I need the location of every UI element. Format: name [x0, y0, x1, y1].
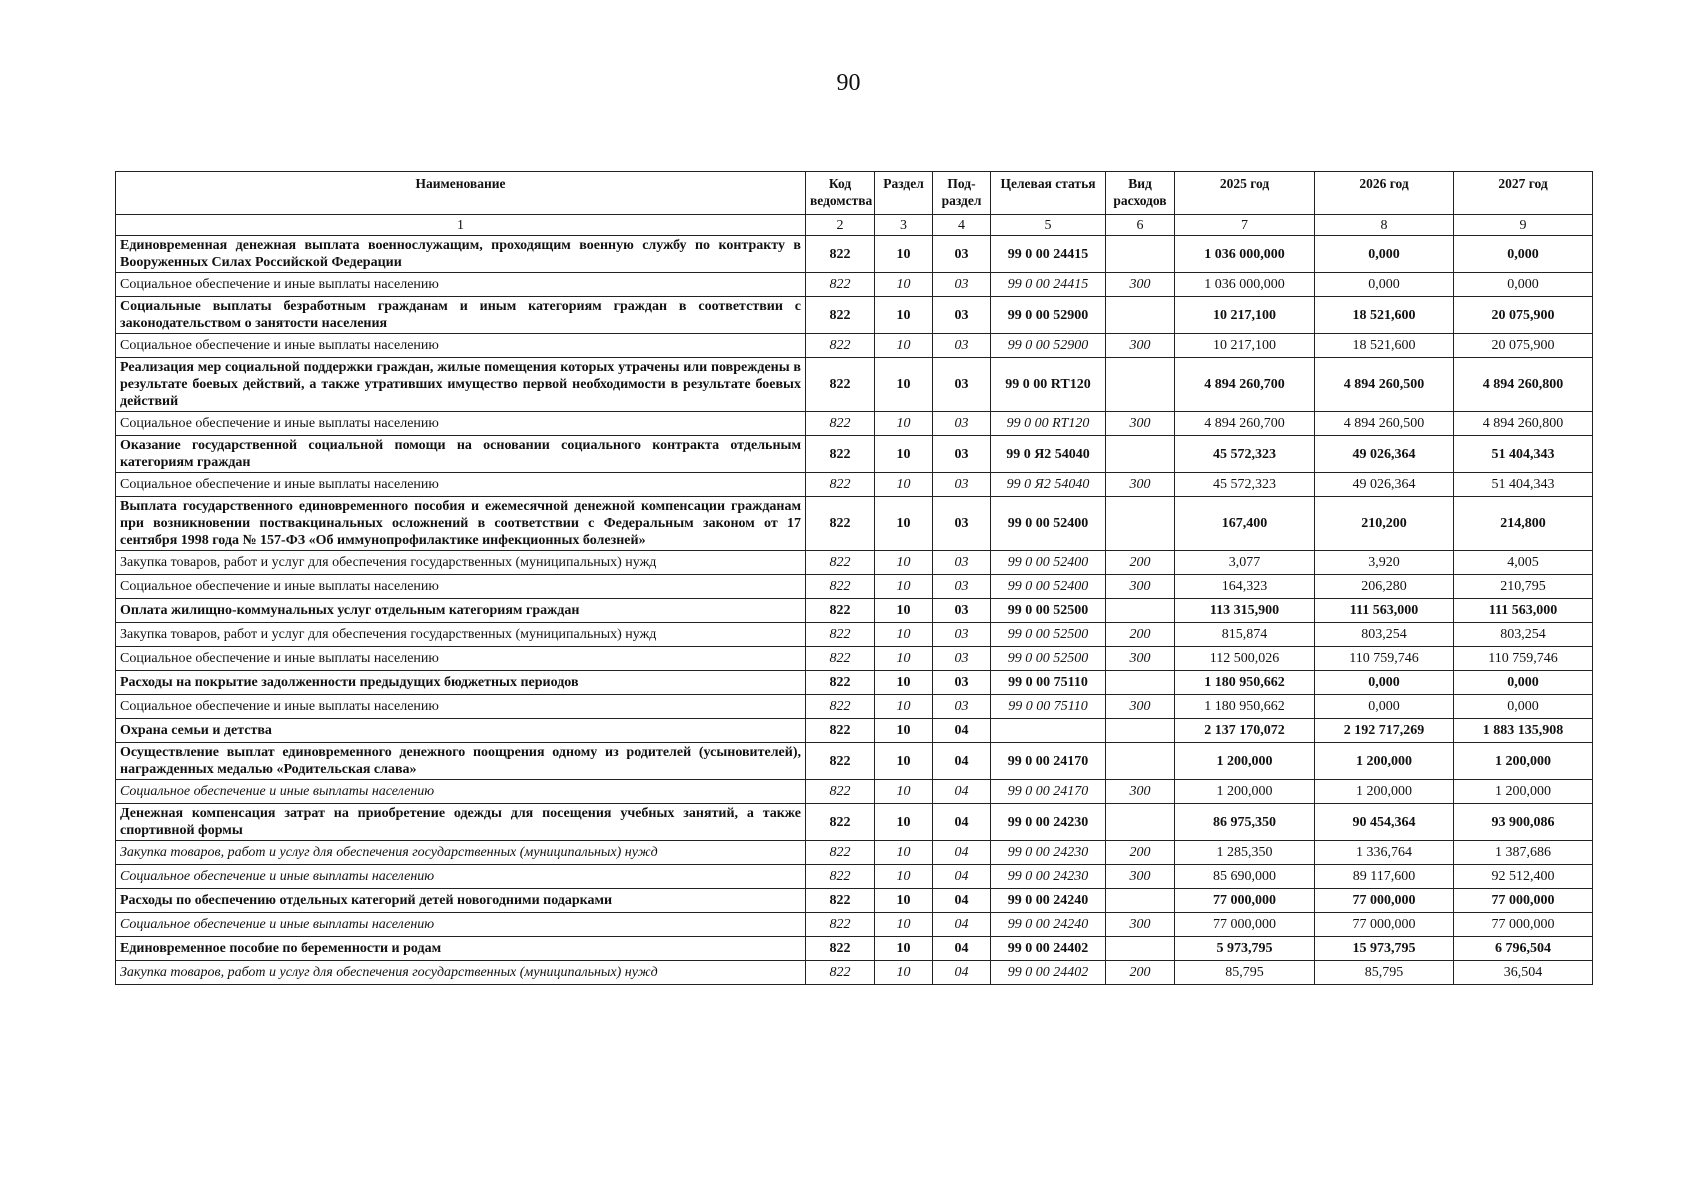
row-name: Денежная компенсация затрат на приобретение одежды для посещения учебных занятий, а также спортивной формы: [116, 804, 806, 841]
row-amount-2025: 1 180 950,662: [1175, 671, 1315, 695]
row-subsection: 04: [933, 961, 991, 985]
row-amount-2026: 15 973,795: [1315, 937, 1454, 961]
row-section: 10: [875, 780, 933, 804]
row-expense-type: [1106, 671, 1175, 695]
table-row: [116, 647, 1593, 671]
row-section: 10: [875, 412, 933, 436]
column-number: 6: [1106, 215, 1175, 236]
row-expense-type: [1106, 937, 1175, 961]
row-expense-type: [1106, 436, 1175, 473]
row-section: 10: [875, 961, 933, 985]
row-amount-2025: 112 500,026: [1175, 647, 1315, 671]
row-expense-type: 300: [1106, 695, 1175, 719]
row-expense-type: [1106, 743, 1175, 780]
row-name: Реализация мер социальной поддержки граждан, жилые помещения которых утрачены или повреждены в результате боевых действий, а также утративших имущество первой необходимости в результате боевых действий: [116, 358, 806, 412]
row-expense-type: [1106, 236, 1175, 273]
row-ministry-code: 822: [806, 841, 875, 865]
row-section: 10: [875, 804, 933, 841]
row-target: 99 0 00 52500: [991, 623, 1106, 647]
row-amount-2025: 45 572,323: [1175, 473, 1315, 497]
row-expense-type: 200: [1106, 551, 1175, 575]
row-expense-type: [1106, 358, 1175, 412]
row-amount-2026: 85,795: [1315, 961, 1454, 985]
row-name: Социальное обеспечение и иные выплаты населению: [116, 865, 806, 889]
row-expense-type: 200: [1106, 961, 1175, 985]
row-subsection: 03: [933, 334, 991, 358]
row-section: 10: [875, 236, 933, 273]
column-numbers-row: [116, 215, 1593, 236]
row-amount-2026: 110 759,746: [1315, 647, 1454, 671]
table-row: [116, 473, 1593, 497]
row-name: Закупка товаров, работ и услуг для обеспечения государственных (муниципальных) нужд: [116, 623, 806, 647]
row-name: Социальное обеспечение и иные выплаты населению: [116, 575, 806, 599]
row-subsection: 03: [933, 599, 991, 623]
row-amount-2025: 1 036 000,000: [1175, 273, 1315, 297]
row-name: Оказание государственной социальной помощи на основании социального контракта отдельным категориям граждан: [116, 436, 806, 473]
table-row: [116, 780, 1593, 804]
row-name: Единовременная денежная выплата военнослужащим, проходящим военную службу по контракту в Вооруженных Силах Российской Федерации: [116, 236, 806, 273]
row-amount-2027: 110 759,746: [1454, 647, 1593, 671]
row-ministry-code: 822: [806, 695, 875, 719]
header-target: Целевая статья: [991, 172, 1106, 215]
row-amount-2027: 0,000: [1454, 671, 1593, 695]
table-row: [116, 865, 1593, 889]
table-row: [116, 551, 1593, 575]
row-amount-2025: 2 137 170,072: [1175, 719, 1315, 743]
row-ministry-code: 822: [806, 671, 875, 695]
row-name: Социальное обеспечение и иные выплаты населению: [116, 412, 806, 436]
row-expense-type: [1106, 599, 1175, 623]
row-section: 10: [875, 334, 933, 358]
row-amount-2025: 85,795: [1175, 961, 1315, 985]
row-expense-type: [1106, 719, 1175, 743]
row-name: Социальное обеспечение и иные выплаты населению: [116, 647, 806, 671]
row-section: 10: [875, 647, 933, 671]
row-target: 99 0 00 24170: [991, 780, 1106, 804]
row-target: 99 0 00 24230: [991, 804, 1106, 841]
row-amount-2027: 210,795: [1454, 575, 1593, 599]
row-section: 10: [875, 551, 933, 575]
row-name: Социальное обеспечение и иные выплаты населению: [116, 473, 806, 497]
row-section: 10: [875, 497, 933, 551]
table-body: [116, 236, 1593, 985]
row-section: 10: [875, 273, 933, 297]
row-subsection: 03: [933, 575, 991, 599]
row-ministry-code: 822: [806, 273, 875, 297]
row-target: 99 0 00 52500: [991, 647, 1106, 671]
header-subsection: Под-раздел: [933, 172, 991, 215]
header-section: Раздел: [875, 172, 933, 215]
row-amount-2027: 4 894 260,800: [1454, 358, 1593, 412]
column-number: 1: [116, 215, 806, 236]
row-amount-2026: 210,200: [1315, 497, 1454, 551]
row-subsection: 03: [933, 436, 991, 473]
header-2026: 2026 год: [1315, 172, 1454, 215]
row-amount-2026: 49 026,364: [1315, 473, 1454, 497]
row-ministry-code: 822: [806, 551, 875, 575]
row-amount-2026: 77 000,000: [1315, 889, 1454, 913]
row-amount-2026: 1 200,000: [1315, 780, 1454, 804]
row-name: Социальные выплаты безработным гражданам и иным категориям граждан в соответствии с законодательством о занятости населения: [116, 297, 806, 334]
row-target: 99 0 00 24415: [991, 236, 1106, 273]
row-amount-2026: 0,000: [1315, 273, 1454, 297]
row-ministry-code: 822: [806, 743, 875, 780]
table-row: [116, 273, 1593, 297]
row-expense-type: 200: [1106, 841, 1175, 865]
row-expense-type: 300: [1106, 473, 1175, 497]
row-name: Закупка товаров, работ и услуг для обеспечения государственных (муниципальных) нужд: [116, 961, 806, 985]
row-amount-2025: 815,874: [1175, 623, 1315, 647]
row-target: 99 0 00 52400: [991, 551, 1106, 575]
row-ministry-code: 822: [806, 937, 875, 961]
row-ministry-code: 822: [806, 780, 875, 804]
row-target: 99 0 00 RT120: [991, 358, 1106, 412]
header-ministry-code: Код ведомства: [806, 172, 875, 215]
table-row: [116, 671, 1593, 695]
column-number: 5: [991, 215, 1106, 236]
row-subsection: 04: [933, 865, 991, 889]
row-expense-type: [1106, 297, 1175, 334]
row-amount-2027: 36,504: [1454, 961, 1593, 985]
row-amount-2027: 1 200,000: [1454, 743, 1593, 780]
row-target: 99 0 Я2 54040: [991, 473, 1106, 497]
table-row: [116, 599, 1593, 623]
row-ministry-code: 822: [806, 865, 875, 889]
row-subsection: 04: [933, 719, 991, 743]
table-row: [116, 961, 1593, 985]
row-section: 10: [875, 889, 933, 913]
row-amount-2027: 20 075,900: [1454, 334, 1593, 358]
row-target: 99 0 00 RT120: [991, 412, 1106, 436]
row-expense-type: 200: [1106, 623, 1175, 647]
row-target: 99 0 00 52400: [991, 575, 1106, 599]
row-amount-2026: 49 026,364: [1315, 436, 1454, 473]
row-amount-2025: 10 217,100: [1175, 334, 1315, 358]
row-amount-2026: 18 521,600: [1315, 334, 1454, 358]
row-amount-2026: 0,000: [1315, 236, 1454, 273]
column-number: 7: [1175, 215, 1315, 236]
row-section: 10: [875, 913, 933, 937]
row-expense-type: 300: [1106, 412, 1175, 436]
row-amount-2025: 113 315,900: [1175, 599, 1315, 623]
row-subsection: 04: [933, 804, 991, 841]
row-section: 10: [875, 719, 933, 743]
row-amount-2027: 803,254: [1454, 623, 1593, 647]
row-amount-2025: 164,323: [1175, 575, 1315, 599]
row-target: 99 0 00 75110: [991, 695, 1106, 719]
row-amount-2026: 90 454,364: [1315, 804, 1454, 841]
row-target: [991, 719, 1106, 743]
row-subsection: 03: [933, 551, 991, 575]
row-subsection: 03: [933, 412, 991, 436]
row-name: Социальное обеспечение и иные выплаты населению: [116, 334, 806, 358]
row-name: Расходы по обеспечению отдельных категорий детей новогодними подарками: [116, 889, 806, 913]
row-section: 10: [875, 297, 933, 334]
row-ministry-code: 822: [806, 623, 875, 647]
row-expense-type: 300: [1106, 780, 1175, 804]
row-amount-2026: 1 336,764: [1315, 841, 1454, 865]
row-subsection: 03: [933, 236, 991, 273]
row-target: 99 0 00 24402: [991, 937, 1106, 961]
row-name: Закупка товаров, работ и услуг для обеспечения государственных (муниципальных) нужд: [116, 841, 806, 865]
row-name: Расходы на покрытие задолженности предыдущих бюджетных периодов: [116, 671, 806, 695]
row-ministry-code: 822: [806, 412, 875, 436]
row-section: 10: [875, 623, 933, 647]
row-amount-2025: 45 572,323: [1175, 436, 1315, 473]
row-amount-2027: 77 000,000: [1454, 913, 1593, 937]
row-amount-2025: 1 036 000,000: [1175, 236, 1315, 273]
row-ministry-code: 822: [806, 358, 875, 412]
row-amount-2025: 1 285,350: [1175, 841, 1315, 865]
row-target: 99 0 Я2 54040: [991, 436, 1106, 473]
row-name: Социальное обеспечение и иные выплаты населению: [116, 780, 806, 804]
row-amount-2027: 77 000,000: [1454, 889, 1593, 913]
row-amount-2027: 1 883 135,908: [1454, 719, 1593, 743]
row-subsection: 03: [933, 647, 991, 671]
row-ministry-code: 822: [806, 913, 875, 937]
table-row: [116, 719, 1593, 743]
row-amount-2026: 1 200,000: [1315, 743, 1454, 780]
row-amount-2025: 77 000,000: [1175, 913, 1315, 937]
row-subsection: 03: [933, 358, 991, 412]
row-target: 99 0 00 24402: [991, 961, 1106, 985]
row-target: 99 0 00 24240: [991, 913, 1106, 937]
table-row: [116, 743, 1593, 780]
row-amount-2025: 77 000,000: [1175, 889, 1315, 913]
row-amount-2025: 3,077: [1175, 551, 1315, 575]
row-section: 10: [875, 841, 933, 865]
row-amount-2027: 214,800: [1454, 497, 1593, 551]
row-target: 99 0 00 24240: [991, 889, 1106, 913]
row-subsection: 04: [933, 780, 991, 804]
row-name: Охрана семьи и детства: [116, 719, 806, 743]
row-amount-2027: 0,000: [1454, 695, 1593, 719]
row-expense-type: 300: [1106, 575, 1175, 599]
row-ministry-code: 822: [806, 334, 875, 358]
header-name: Наименование: [116, 172, 806, 215]
row-expense-type: [1106, 497, 1175, 551]
header-2027: 2027 год: [1454, 172, 1593, 215]
row-ministry-code: 822: [806, 236, 875, 273]
table-row: [116, 889, 1593, 913]
row-expense-type: 300: [1106, 273, 1175, 297]
row-ministry-code: 822: [806, 719, 875, 743]
row-subsection: 04: [933, 937, 991, 961]
row-amount-2025: 86 975,350: [1175, 804, 1315, 841]
row-amount-2025: 1 180 950,662: [1175, 695, 1315, 719]
row-section: 10: [875, 358, 933, 412]
table-row: [116, 412, 1593, 436]
row-section: 10: [875, 695, 933, 719]
table-row: [116, 334, 1593, 358]
table-row: [116, 497, 1593, 551]
row-ministry-code: 822: [806, 647, 875, 671]
column-number: 3: [875, 215, 933, 236]
row-section: 10: [875, 937, 933, 961]
row-amount-2026: 89 117,600: [1315, 865, 1454, 889]
row-target: 99 0 00 75110: [991, 671, 1106, 695]
table-row: [116, 297, 1593, 334]
table-row: [116, 575, 1593, 599]
row-ministry-code: 822: [806, 497, 875, 551]
row-ministry-code: 822: [806, 575, 875, 599]
row-ministry-code: 822: [806, 473, 875, 497]
budget-table: [115, 171, 1593, 985]
table-row: [116, 804, 1593, 841]
row-subsection: 03: [933, 473, 991, 497]
row-amount-2026: 0,000: [1315, 671, 1454, 695]
row-amount-2026: 77 000,000: [1315, 913, 1454, 937]
row-ministry-code: 822: [806, 436, 875, 473]
table-row: [116, 937, 1593, 961]
row-target: 99 0 00 24415: [991, 273, 1106, 297]
row-expense-type: [1106, 889, 1175, 913]
row-name: Выплата государственного единовременного пособия и ежемесячной денежной компенсации гражданам при возникновении поствакцинальных осложнений в соответствии с Федеральным законом от 17 сентября 1998 года № 157-ФЗ «Об иммунопрофилактике инфекционных болезней»: [116, 497, 806, 551]
row-expense-type: 300: [1106, 865, 1175, 889]
table-row: [116, 358, 1593, 412]
row-subsection: 03: [933, 623, 991, 647]
row-amount-2025: 85 690,000: [1175, 865, 1315, 889]
row-subsection: 04: [933, 841, 991, 865]
row-ministry-code: 822: [806, 961, 875, 985]
row-amount-2027: 0,000: [1454, 236, 1593, 273]
row-amount-2026: 206,280: [1315, 575, 1454, 599]
row-subsection: 03: [933, 297, 991, 334]
row-name: Осуществление выплат единовременного денежного поощрения одному из родителей (усыновителей), награжденных медалью «Родительская слава»: [116, 743, 806, 780]
column-number: 2: [806, 215, 875, 236]
row-amount-2026: 18 521,600: [1315, 297, 1454, 334]
row-name: Оплата жилищно-коммунальных услуг отдельным категориям граждан: [116, 599, 806, 623]
row-subsection: 03: [933, 671, 991, 695]
row-amount-2027: 4 894 260,800: [1454, 412, 1593, 436]
row-amount-2026: 111 563,000: [1315, 599, 1454, 623]
header-row: [116, 172, 1593, 215]
row-amount-2027: 111 563,000: [1454, 599, 1593, 623]
row-amount-2027: 6 796,504: [1454, 937, 1593, 961]
row-ministry-code: 822: [806, 297, 875, 334]
table-row: [116, 436, 1593, 473]
row-amount-2026: 803,254: [1315, 623, 1454, 647]
row-ministry-code: 822: [806, 804, 875, 841]
row-amount-2026: 3,920: [1315, 551, 1454, 575]
row-subsection: 03: [933, 497, 991, 551]
row-amount-2025: 5 973,795: [1175, 937, 1315, 961]
row-section: 10: [875, 575, 933, 599]
row-target: 99 0 00 24230: [991, 865, 1106, 889]
table-row: [116, 695, 1593, 719]
row-expense-type: 300: [1106, 334, 1175, 358]
row-name: Единовременное пособие по беременности и родам: [116, 937, 806, 961]
header-2025: 2025 год: [1175, 172, 1315, 215]
row-amount-2027: 20 075,900: [1454, 297, 1593, 334]
row-amount-2025: 10 217,100: [1175, 297, 1315, 334]
row-expense-type: 300: [1106, 913, 1175, 937]
row-amount-2027: 1 387,686: [1454, 841, 1593, 865]
row-target: 99 0 00 52900: [991, 297, 1106, 334]
row-target: 99 0 00 24230: [991, 841, 1106, 865]
row-amount-2027: 51 404,343: [1454, 436, 1593, 473]
row-target: 99 0 00 52900: [991, 334, 1106, 358]
row-subsection: 04: [933, 889, 991, 913]
row-amount-2027: 92 512,400: [1454, 865, 1593, 889]
table-row: [116, 236, 1593, 273]
table-row: [116, 913, 1593, 937]
header-expense-type: Вид расходов: [1106, 172, 1175, 215]
row-subsection: 04: [933, 913, 991, 937]
row-amount-2026: 4 894 260,500: [1315, 412, 1454, 436]
page-number: 90: [836, 70, 861, 96]
column-number: 9: [1454, 215, 1593, 236]
row-target: 99 0 00 52400: [991, 497, 1106, 551]
row-amount-2026: 4 894 260,500: [1315, 358, 1454, 412]
row-ministry-code: 822: [806, 599, 875, 623]
row-amount-2027: 51 404,343: [1454, 473, 1593, 497]
row-amount-2026: 2 192 717,269: [1315, 719, 1454, 743]
row-amount-2027: 1 200,000: [1454, 780, 1593, 804]
row-expense-type: 300: [1106, 647, 1175, 671]
column-number: 4: [933, 215, 991, 236]
row-section: 10: [875, 743, 933, 780]
row-amount-2025: 4 894 260,700: [1175, 358, 1315, 412]
row-amount-2026: 0,000: [1315, 695, 1454, 719]
table-row: [116, 841, 1593, 865]
row-name: Закупка товаров, работ и услуг для обеспечения государственных (муниципальных) нужд: [116, 551, 806, 575]
row-subsection: 03: [933, 695, 991, 719]
row-amount-2027: 0,000: [1454, 273, 1593, 297]
row-name: Социальное обеспечение и иные выплаты населению: [116, 695, 806, 719]
row-subsection: 04: [933, 743, 991, 780]
row-name: Социальное обеспечение и иные выплаты населению: [116, 273, 806, 297]
row-ministry-code: 822: [806, 889, 875, 913]
table-row: [116, 623, 1593, 647]
column-number: 8: [1315, 215, 1454, 236]
row-target: 99 0 00 52500: [991, 599, 1106, 623]
row-section: 10: [875, 671, 933, 695]
row-amount-2027: 4,005: [1454, 551, 1593, 575]
row-section: 10: [875, 865, 933, 889]
row-section: 10: [875, 473, 933, 497]
row-subsection: 03: [933, 273, 991, 297]
row-amount-2027: 93 900,086: [1454, 804, 1593, 841]
row-target: 99 0 00 24170: [991, 743, 1106, 780]
row-section: 10: [875, 599, 933, 623]
row-amount-2025: 4 894 260,700: [1175, 412, 1315, 436]
row-expense-type: [1106, 804, 1175, 841]
row-amount-2025: 1 200,000: [1175, 780, 1315, 804]
row-name: Социальное обеспечение и иные выплаты населению: [116, 913, 806, 937]
row-amount-2025: 167,400: [1175, 497, 1315, 551]
row-section: 10: [875, 436, 933, 473]
row-amount-2025: 1 200,000: [1175, 743, 1315, 780]
